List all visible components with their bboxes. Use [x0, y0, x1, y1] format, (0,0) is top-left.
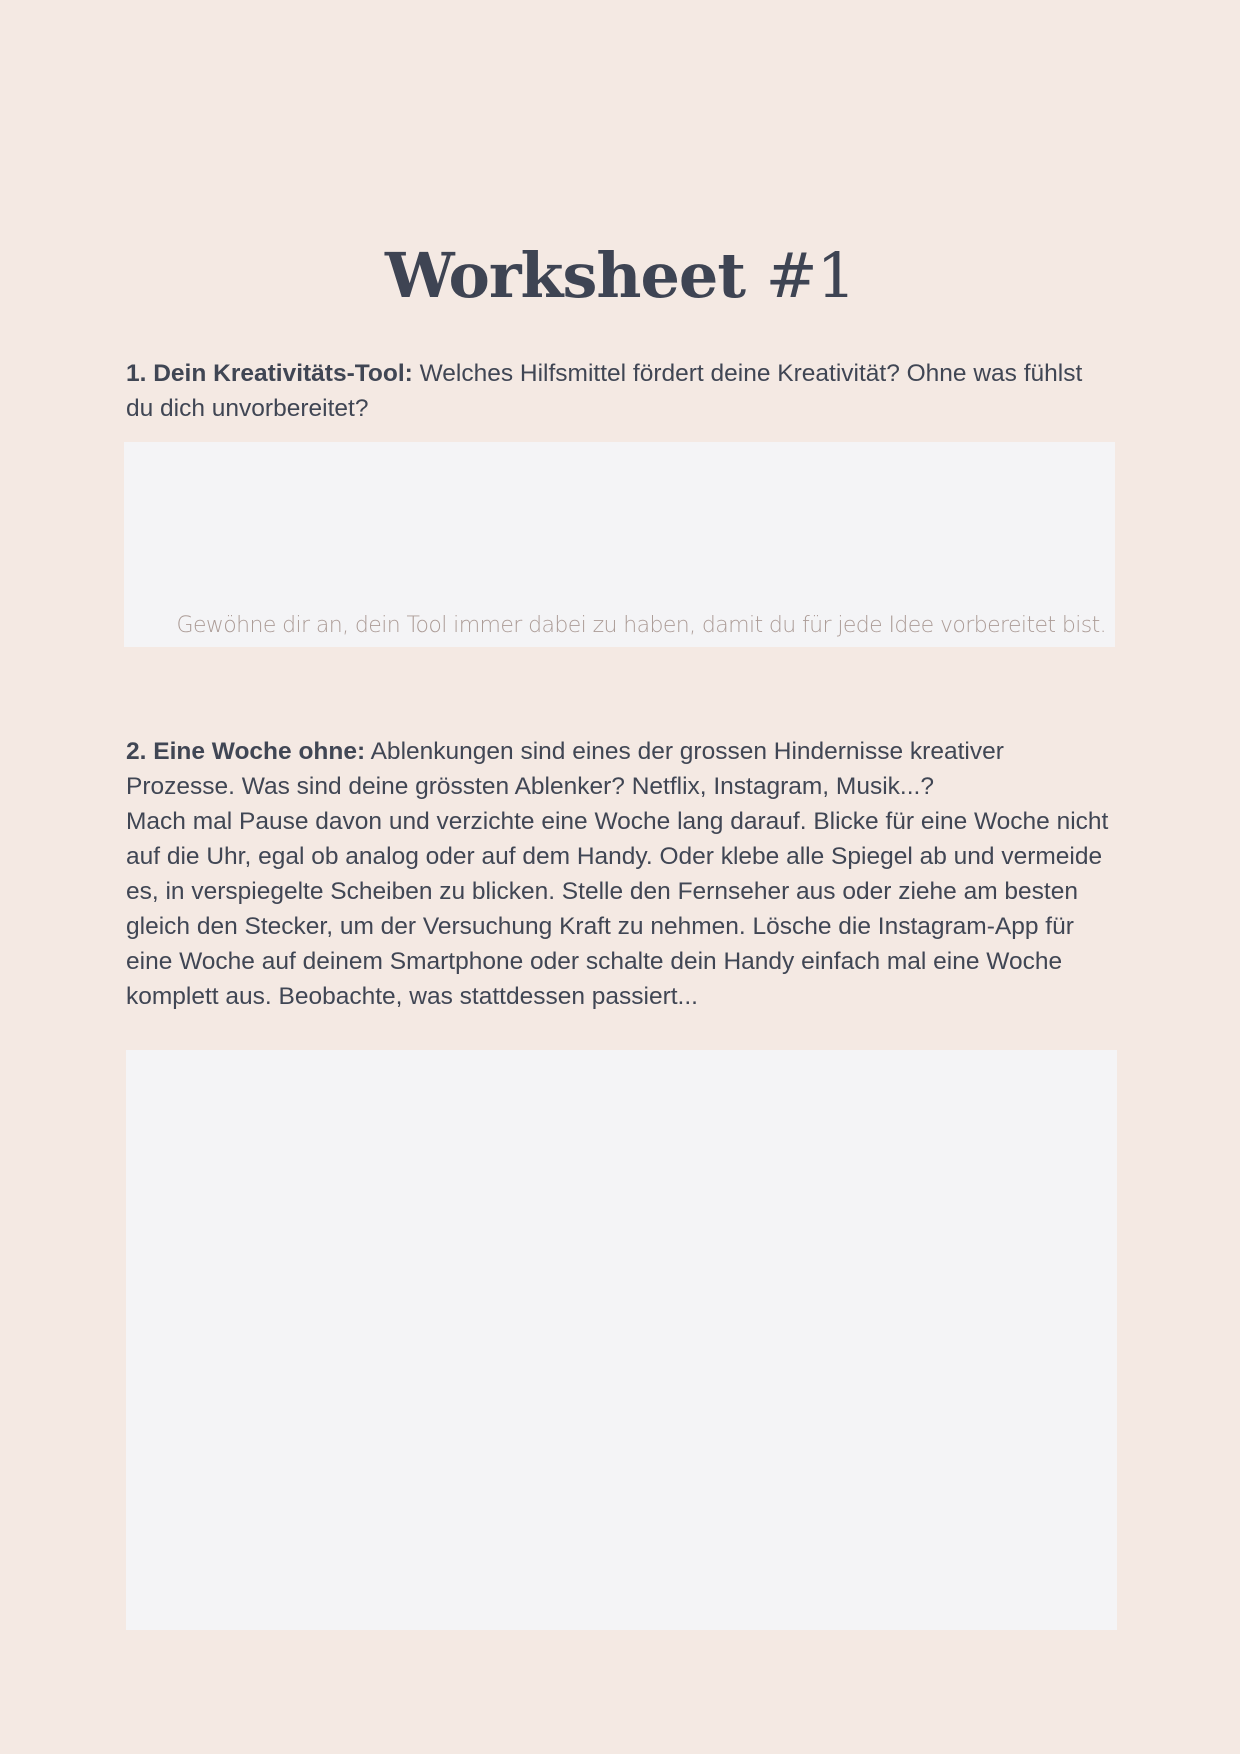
question-1 — [126, 356, 1111, 426]
question-2-lead: 2. Eine Woche ohne: — [126, 738, 366, 765]
title-number: #1 — [765, 238, 856, 312]
answer-box-2[interactable] — [126, 1050, 1117, 1630]
title-text: Worksheet — [384, 238, 746, 312]
question-2-text: Ablenkungen sind eines der grossen Hindernisse kreativer Prozesse. Was sind deine grössten Ablenker? Netflix, Instagram, Musik...? — [126, 738, 1004, 800]
question-1-lead: 1. Dein Kreativitäts-Tool: — [126, 360, 413, 387]
question-2 — [126, 734, 1111, 1014]
page-title — [0, 238, 1240, 314]
question-1-text: Welches Hilfsmittel fördert deine Kreativität? Ohne was fühlst du dich unvorbereitet? — [126, 360, 1083, 422]
question-2-text-continued: Mach mal Pause davon und verzichte eine Woche lang darauf. Blicke für eine Woche nicht auf die Uhr, egal ob analog oder auf dem Handy. Oder klebe alle Spiegel ab und vermeide es, in verspiegelte Scheiben zu blicken. Stelle den Fernseher aus oder ziehe am besten gleich den Stecker, um der Versuchung Kraft zu nehmen. Lösche die Instagram-App für eine Woche auf deinem Smartphone oder schalte dein Handy einfach mal eine Woche komplett aus. Beobachte, was stattdessen passiert... — [126, 808, 1109, 1010]
answer-box-1[interactable] — [124, 442, 1115, 647]
answer-box-1-hint: Gewöhne dir an, dein Tool immer dabei zu haben, damit du für jede Idee vorbereitet bist. — [176, 613, 1106, 638]
